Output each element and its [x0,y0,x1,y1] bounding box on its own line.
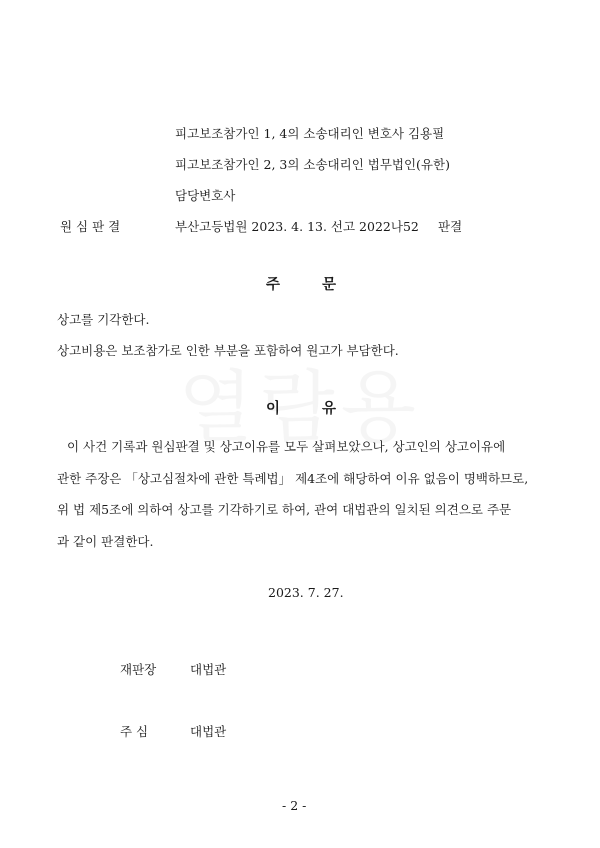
reason-line-4: 과 같이 판결한다. [57,533,154,549]
chief-judge-title: 대법관 [190,724,227,739]
original-judgment-court: 부산고등법원 2023. 4. 13. 선고 2022나52 [175,219,419,234]
reason-heading-left: 이 [266,400,281,417]
order-heading-left: 주 [266,276,281,293]
page-number: - 2 - [282,798,307,813]
reason-line-1: 이 사건 기록과 원심판결 및 상고이유를 모두 살펴보았으나, 상고인의 상고이유에 [67,439,506,454]
party-line-3: 담당변호사 [175,188,236,203]
presiding-judge-label: 재판장 [120,662,157,677]
original-judgment-label: 원 심 판 결 [60,219,121,234]
chief-judge-label: 주 심 [120,724,149,739]
party-line-2: 피고보조참가인 2, 3의 소송대리인 법무법인(유한) [175,157,450,172]
reason-line-3: 위 법 제5조에 의하여 상고를 기각하기로 하여, 관여 대법관의 일치된 의견으로 주문 [57,502,512,517]
original-judgment-suffix: 판결 [438,219,463,234]
order-heading-right: 문 [322,276,337,293]
reason-body [57,431,543,557]
order-line-1: 상고를 기각한다. [57,312,150,327]
reason-heading-right: 유 [322,400,337,417]
presiding-judge-title: 대법관 [190,662,227,677]
party-line-1: 피고보조참가인 1, 4의 소송대리인 변호사 김용필 [175,126,445,141]
judgment-date: 2023. 7. 27. [268,585,344,600]
order-line-2: 상고비용은 보조참가로 인한 부분을 포함하여 원고가 부담한다. [57,343,399,358]
reason-line-2: 관한 주장은 「상고심절차에 관한 특례법」 제4조에 해당하여 이유 없음이 명백하므로, [57,470,529,486]
